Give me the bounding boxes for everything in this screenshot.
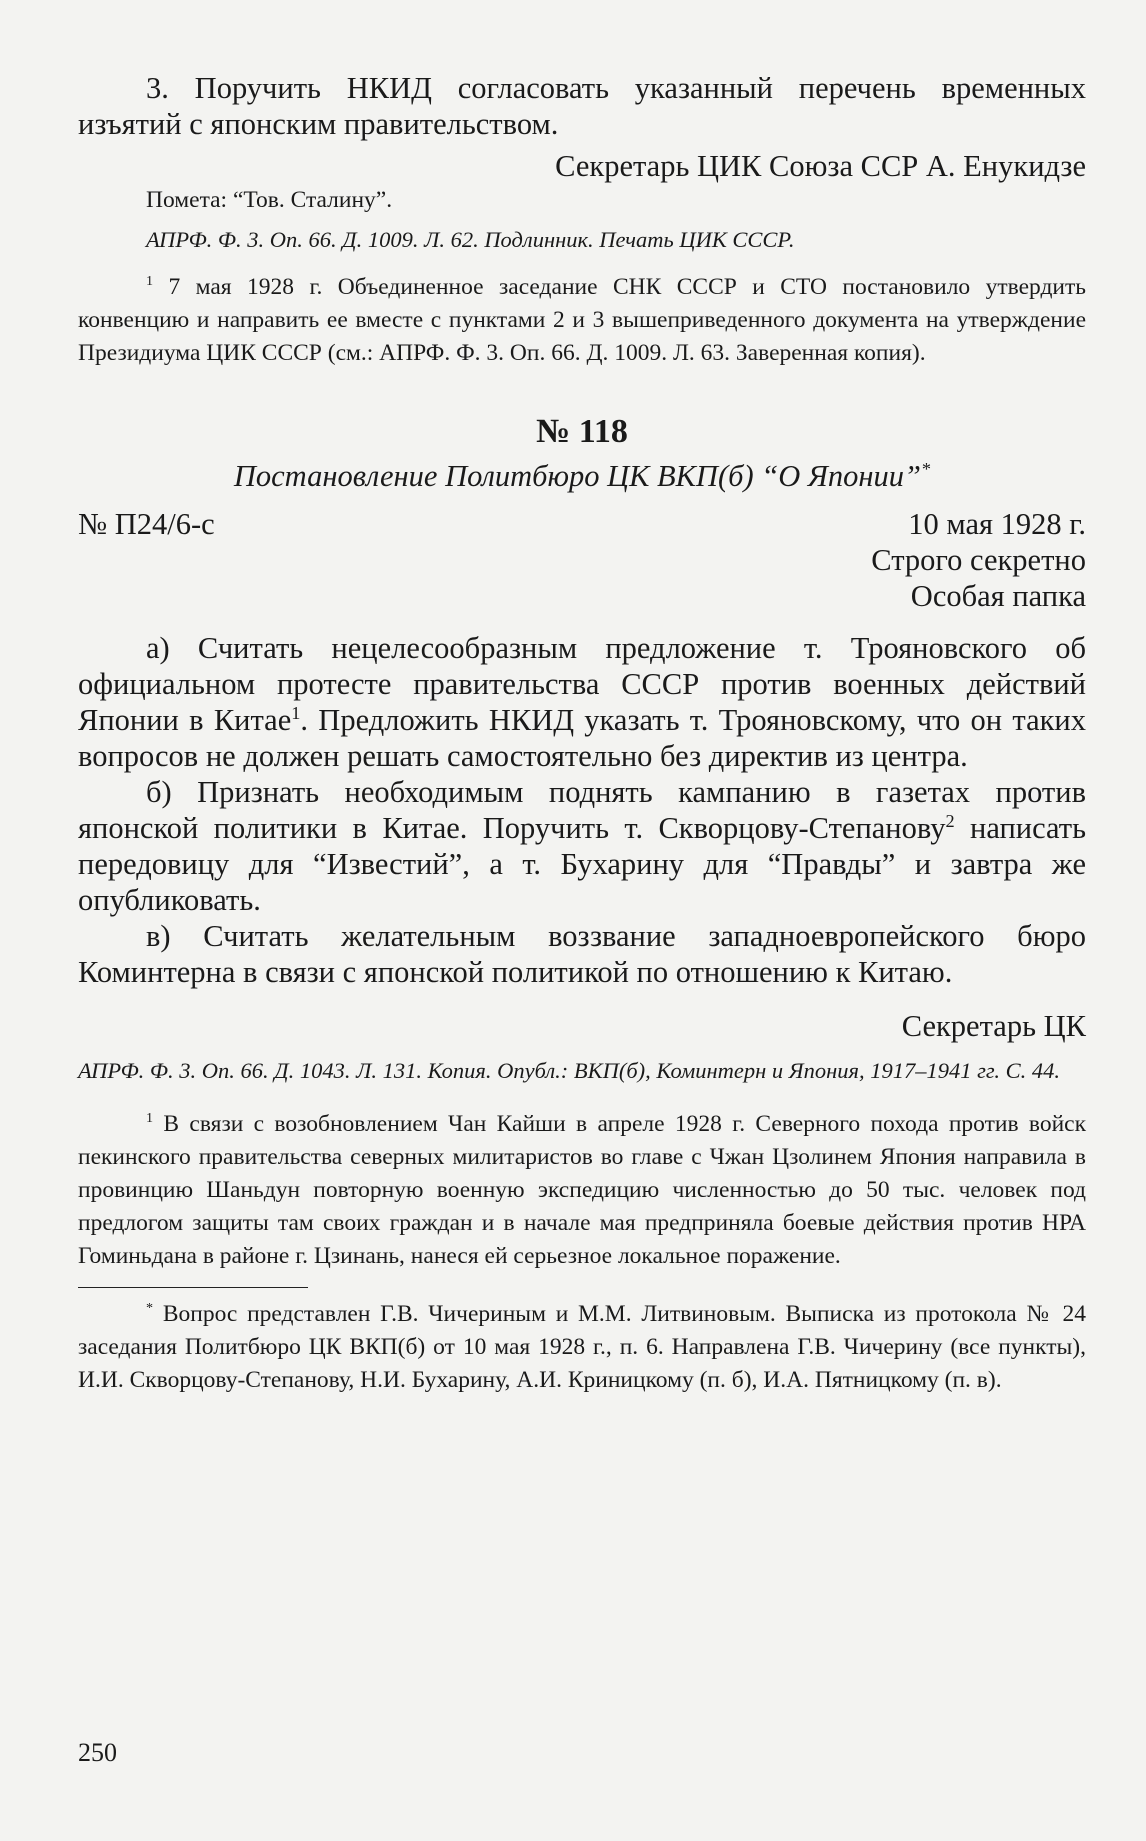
footnote-1-mark: 1 bbox=[146, 1110, 154, 1127]
footnote-divider bbox=[78, 1287, 308, 1288]
page-content bbox=[78, 70, 1086, 1397]
title-footnote-mark: * bbox=[921, 458, 931, 479]
footnote-convention bbox=[78, 271, 1086, 370]
protocol-row bbox=[78, 506, 1086, 542]
footnote-star bbox=[78, 1298, 1086, 1397]
item-b-text-1: б) Признать необходимым поднять кампанию в газетах против японской политики в Китае. Поручить т. Скворцову-Степанову bbox=[78, 775, 1086, 845]
document-title-text: Постановление Политбюро ЦК ВКП(б) “О Японии” bbox=[233, 459, 921, 493]
item-b bbox=[78, 774, 1086, 918]
document-number: № 118 bbox=[536, 413, 628, 450]
special-folder-label: Особая папка bbox=[910, 579, 1086, 613]
ck-signature: Секретарь ЦК bbox=[901, 1009, 1086, 1043]
document-date: 10 мая 1928 г. bbox=[908, 507, 1086, 541]
archive-source-1: АПРФ. Ф. 3. Оп. 66. Д. 1009. Л. 62. Подлинник. Печать ЦИК СССР. bbox=[146, 227, 795, 252]
item-a-text-1: а) Считать нецелесообразным предложение т. Трояновского об официальном протесте правительства СССР против военных действий Японии в Китае bbox=[78, 631, 1086, 737]
footnote-star-text: Вопрос представлен Г.В. Чичериным и М.М. Литвиновым. Выписка из протокола № 24 заседания Политбюро ЦК ВКП(б) от 10 мая 1928 г., п. 6. Направлена Г.В. Чичерину (все пункты), И.И. Скворцову-Степанову, Н.И. Бухарину, А.И. Криницкому (п. б), И.А. Пятницкому (п. в). bbox=[78, 1301, 1087, 1393]
item-b-text-2: написать передовицу для “Известий”, а т. Бухарину для “Правды” и завтра же опубликовать. bbox=[78, 811, 1087, 917]
footnote-convention-text: 7 мая 1928 г. Объединенное заседание СНК СССР и СТО постановило утвердить конвенцию и направить ее вместе с пунктами 2 и 3 вышеприведенного документа на утверждение Президиума ЦИК СССР (см.: АПРФ. Ф. 3. Оп. 66. Д. 1009. Л. 63. Заверенная копия). bbox=[78, 274, 1086, 366]
archive-source-2: АПРФ. Ф. 3. Оп. 66. Д. 1043. Л. 131. Копия. Опубл.: ВКП(б), Коминтерн и Япония, 1917–1941 гг. С. 44. bbox=[78, 1058, 1060, 1083]
item-b-footnote-mark: 2 bbox=[945, 810, 955, 831]
page-number: 250 bbox=[78, 1738, 117, 1767]
item-a-text-2: . Предложить НКИД указать т. Трояновскому, что он таких вопросов не должен решать самостоятельно без директив из центра. bbox=[78, 703, 1086, 773]
footnote-1-text: В связи с возобновлением Чан Кайши в апреле 1928 г. Северного похода против войск пекинского правительства северных милитаристов во главе с Чжан Цзолинем Япония направила в провинцию Шаньдун повторную военную экспедицию численностью до 50 тыс. человек под предлогом защиты там своих граждан и в начале мая предприняла боевые действия против НРА Гоминьдана в районе г. Цзинань, нанеся ей серьезное локальное поражение. bbox=[78, 1111, 1087, 1269]
footnote-star-mark: * bbox=[146, 1300, 154, 1317]
note-text: Помета: “Тов. Сталину”. bbox=[146, 187, 393, 213]
protocol-number: № П24/6-с bbox=[78, 507, 215, 541]
item-3-text: 3. Поручить НКИД согласовать указанный перечень временных изъятий с японским правительством. bbox=[78, 71, 1086, 141]
footnote-1 bbox=[78, 1108, 1086, 1273]
item-a bbox=[78, 630, 1086, 774]
footnote-mark: 1 bbox=[146, 273, 154, 290]
cik-signature: Секретарь ЦИК Союза ССР А. Енукидзе bbox=[555, 149, 1086, 183]
document-title bbox=[78, 458, 1086, 494]
item-c: в) Считать желательным воззвание западноевропейского бюро Коминтерна в связи с японской политикой по отношению к Китаю. bbox=[78, 919, 1086, 989]
secrecy-label: Строго секретно bbox=[871, 543, 1086, 577]
item-a-footnote-mark: 1 bbox=[291, 702, 301, 723]
